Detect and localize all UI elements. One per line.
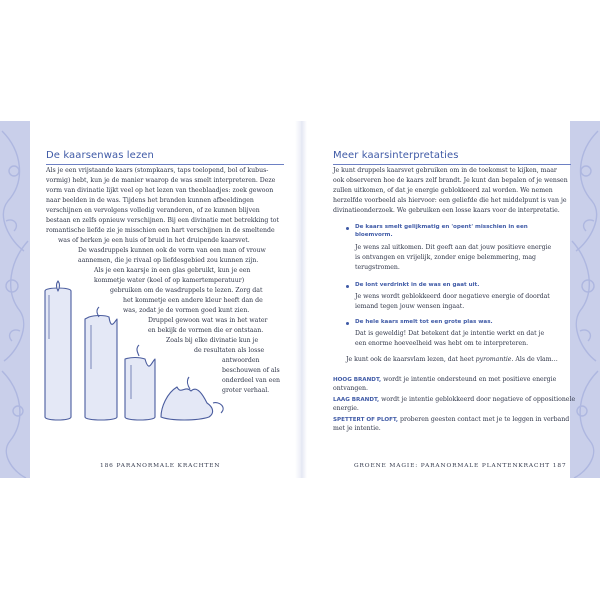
right-ornament-band bbox=[570, 121, 600, 478]
body-line: antwoorden bbox=[222, 357, 260, 364]
swirl-ornament-right-icon bbox=[570, 121, 600, 478]
body-line: divinatieonderzoek. We gebruiken een losse kaars voor de interpretatie. bbox=[333, 207, 560, 214]
right-page-heading: Meer kaarsinterpretaties bbox=[333, 150, 459, 161]
body-line: en bekijk de vormen die er ontstaan. bbox=[148, 327, 264, 334]
body-line: gebruiken om de wasdruppels te lezen. Zorg dat bbox=[110, 287, 263, 294]
body-line: het kommetje een andere kleur heeft dan de bbox=[123, 297, 263, 304]
reading-label: LAAG BRANDT, bbox=[333, 397, 380, 403]
book-gutter bbox=[295, 121, 307, 478]
bullet-title: De kaars smelt gelijkmatig en 'opent' misschien in een bbox=[355, 224, 528, 230]
body-line: aannemen, die je rivaal op liefdesgebied zou kunnen zijn. bbox=[78, 257, 259, 264]
body-line: Als je een vrijstaande kaars (stompkaars, taps toelopend, bol of kubus- bbox=[46, 167, 269, 174]
bullet-title: bloemvorm. bbox=[355, 232, 393, 238]
bullet-dot-icon bbox=[346, 227, 349, 230]
right-heading-rule bbox=[333, 164, 571, 165]
body-line: was of herken je een huis of bruid in het druipende kaarsvet. bbox=[58, 237, 250, 244]
bullet-dot-icon bbox=[346, 322, 349, 325]
left-page-footer: 186 PARANORMALE KRACHTEN bbox=[100, 463, 221, 469]
bullet-body: iemand tegen jouw wensen ingaat. bbox=[355, 303, 465, 310]
flame-intro-tail: . Als de vlam… bbox=[511, 356, 558, 363]
body-line: kommetje water (koel of op kamertemperatuur) bbox=[94, 277, 245, 284]
reading-line: ontvangen. bbox=[333, 385, 368, 392]
reading-text: wordt je intentie geblokkeerd door negatieve of oppositionele bbox=[379, 396, 576, 403]
body-line: herzelfde voorbeeld als hiervoor: een geliefde die het middelpunt is van je bbox=[333, 197, 567, 204]
bullet-dot-icon bbox=[346, 285, 349, 288]
right-page-footer: GROENE MAGIE: PARANORMALE PLANTENKRACHT 187 bbox=[354, 463, 567, 469]
body-line: Druppel gewoon wat was in het water bbox=[148, 317, 268, 324]
reading-label: SPETTERT OF PLOFT, bbox=[333, 417, 399, 423]
left-page-heading: De kaarsenwas lezen bbox=[46, 150, 154, 161]
reading-line bbox=[333, 376, 556, 384]
body-line: zullen uitkomen, of dat je energie geblokkeerd zal worden. We nemen bbox=[333, 187, 553, 194]
bullet-body: een enorme hoeveelheid was hebt om te interpreteren. bbox=[355, 340, 529, 347]
body-line: onderdeel van een bbox=[222, 377, 280, 384]
body-line: was, zodat je de vormen goed kunt zien. bbox=[123, 307, 250, 314]
body-line: Zoals bij elke divinatie kun je bbox=[166, 337, 259, 344]
body-line: vorm van divinatie lijkt veel op het lezen van theeblaadjes: zoek gewoon bbox=[46, 187, 274, 194]
bullet-body: Je wens zal uitkomen. Dit geeft aan dat jouw positieve energie bbox=[355, 244, 552, 251]
bullet-body: is ontvangen en vrijelijk, zonder enige belemmering, mag bbox=[355, 254, 536, 261]
melting-candles-illustration bbox=[37, 399, 237, 455]
reading-line bbox=[333, 416, 569, 424]
body-line: Als je een kaarsje in een glas gebruikt, kun je een bbox=[94, 267, 251, 274]
body-line: vormig) hebt, kun je de manier waarop de was smelt interpreteren. Deze bbox=[46, 177, 276, 184]
flame-intro-text: Je kunt ook de kaarsvlam lezen, dat heet bbox=[346, 356, 476, 363]
reading-line: met je intentie. bbox=[333, 425, 381, 432]
bullet-title: De lont verdrinkt in de was en gaat uit. bbox=[355, 282, 480, 288]
left-ornament-band bbox=[0, 121, 30, 478]
body-line: groter verhaal. bbox=[222, 387, 270, 394]
body-line: De wasdruppels kunnen ook de vorm van een man of vrouw bbox=[78, 247, 266, 254]
reading-text: proberen geesten contact met je te leggen in verband bbox=[398, 416, 570, 423]
body-line: beschouwen of als bbox=[222, 367, 280, 374]
reading-line bbox=[333, 396, 575, 404]
swirl-ornament-left-icon bbox=[0, 121, 30, 478]
reading-label: HOOG BRANDT, bbox=[333, 377, 382, 383]
body-line: naar beelden in de was. Tijdens het branden kunnen afbeeldingen bbox=[46, 197, 254, 204]
body-line: bestaan en zelfs opnieuw verschijnen. Bij een divinatie met betrekking tot bbox=[46, 217, 279, 224]
body-line: ook observeren hoe de kaars zelf brandt. Je kunt dan bepalen of je wensen bbox=[333, 177, 568, 184]
reading-text: wordt je intentie ondersteund en met positieve energie bbox=[381, 376, 557, 383]
body-line: de resultaten als losse bbox=[194, 347, 265, 354]
reading-line: energie. bbox=[333, 405, 359, 412]
pyromantie-term: pyromantie bbox=[475, 356, 512, 363]
flame-intro-line bbox=[346, 356, 558, 363]
bullet-body: terugstromen. bbox=[355, 264, 400, 271]
body-line: verschijnen en vervolgens volledig veranderen, of ze kunnen blijven bbox=[46, 207, 260, 214]
bullet-title: De hele kaars smelt tot een grote plas was. bbox=[355, 319, 493, 325]
left-heading-rule bbox=[46, 164, 284, 165]
bullet-body: Dat is geweldig! Dat betekent dat je intentie werkt en dat je bbox=[355, 330, 545, 337]
body-line: romantische liefde zie je misschien een hart verschijnen in de smeltende bbox=[46, 227, 275, 234]
body-line: Je kunt druppels kaarsvet gebruiken om in de toekomst te kijken, maar bbox=[333, 167, 557, 174]
bullet-body: Je wens wordt geblokkeerd door negatieve energie of doordat bbox=[355, 293, 550, 300]
